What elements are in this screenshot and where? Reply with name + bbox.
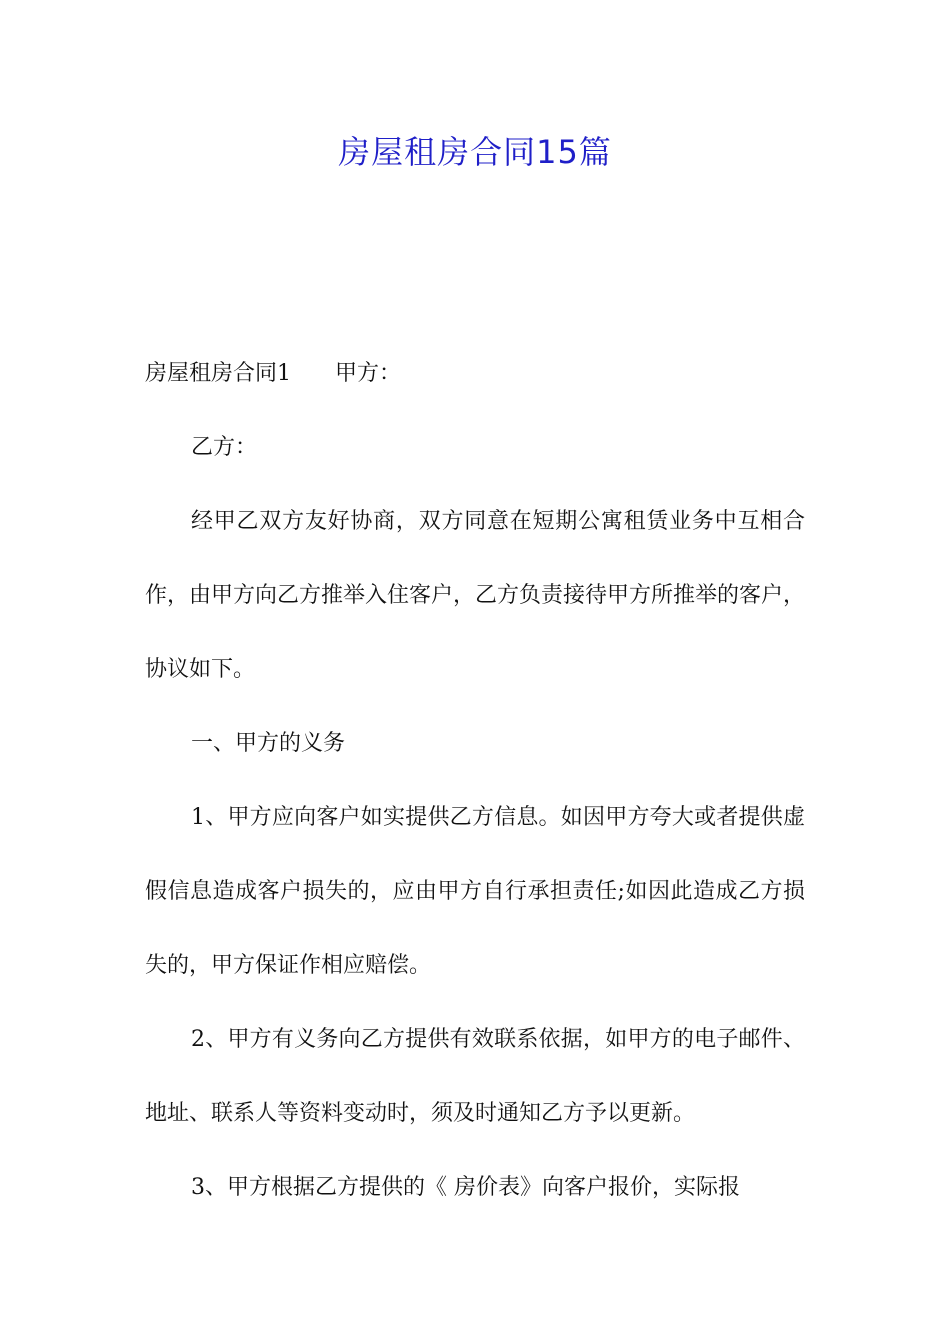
clause-1-paragraph: 1、甲方应向客户如实提供乙方信息。如因甲方夸大或者提供虚假信息造成客户损失的，应由甲方自行承担责任;如因此造成乙方损失的，甲方保证作相应赔偿。 — [145, 805, 805, 978]
contract-heading: 房屋租房合同1 — [145, 361, 291, 386]
clause-3-paragraph: 3、甲方根据乙方提供的《 房价表》向客户报价，实际报 — [191, 1175, 740, 1200]
party-a-label: 甲方： — [335, 361, 402, 386]
document-body — [145, 337, 805, 1225]
section-heading-party-a-duties: 一、甲方的义务 — [191, 731, 346, 756]
clause-2-paragraph: 2、甲方有义务向乙方提供有效联系依据，如甲方的电子邮件、地址、联系人等资料变动时，须及时通知乙方予以更新。 — [145, 1027, 805, 1126]
document-title: 房屋租房合同15篇 — [338, 133, 612, 171]
party-b-label: 乙方： — [191, 435, 258, 460]
first-line — [145, 337, 805, 411]
agreement-intro-paragraph: 经甲乙双方友好协商，双方同意在短期公寓租赁业务中互相合作，由甲方向乙方推举入住客户，乙方负责接待甲方所推举的客户，协议如下。 — [145, 509, 806, 682]
